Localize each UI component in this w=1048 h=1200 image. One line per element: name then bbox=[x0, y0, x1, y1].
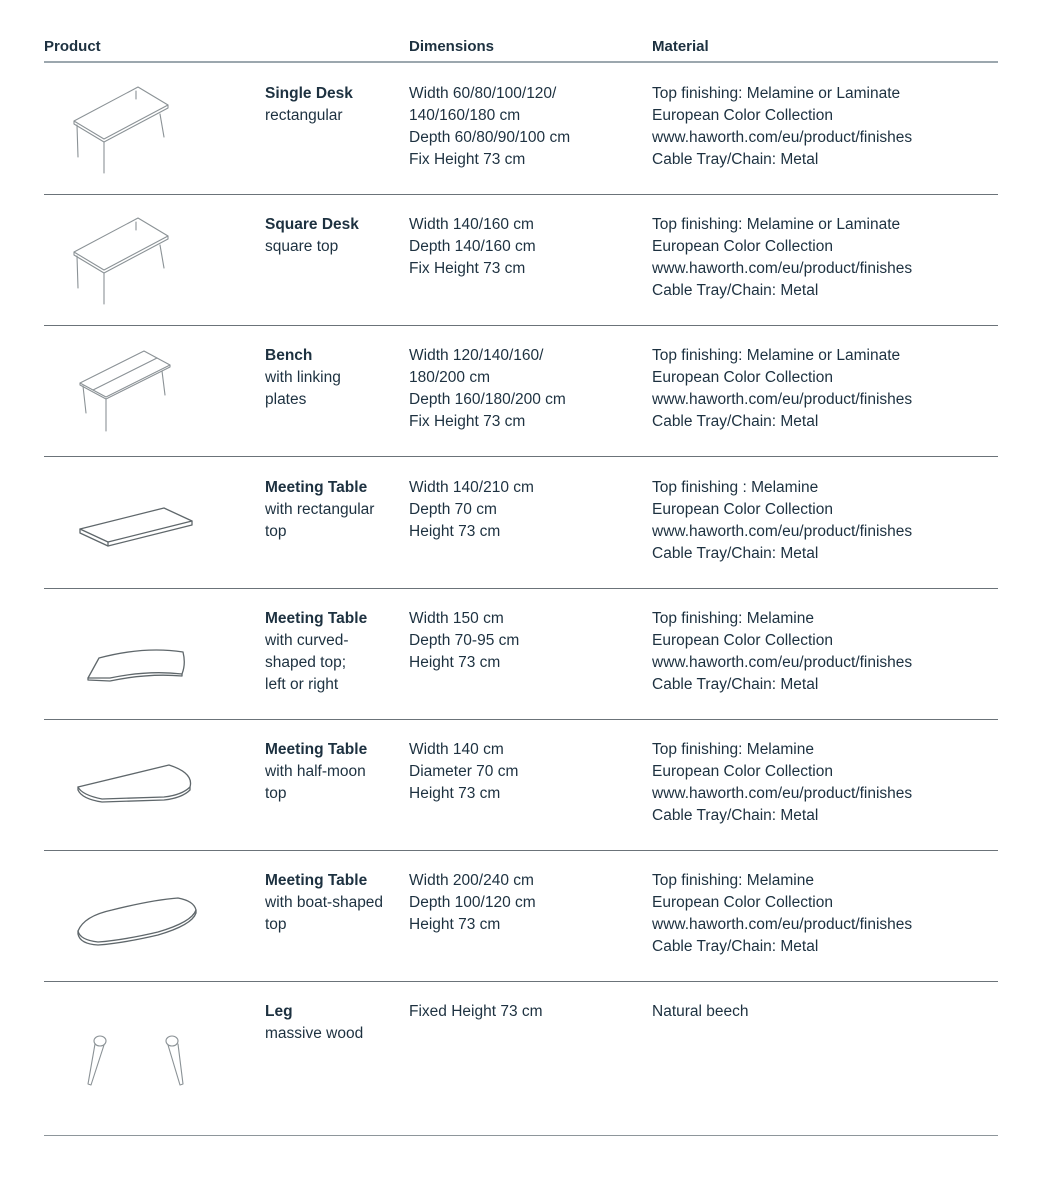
table-row bbox=[44, 850, 998, 982]
product-name: Square Desk bbox=[265, 216, 359, 233]
product-description: massive wood bbox=[265, 1025, 364, 1042]
dimensions-cell: Width 150 cm Depth 70-95 cm Height 73 cm bbox=[409, 610, 520, 671]
table-row bbox=[44, 981, 998, 1136]
product-description: with boat-shaped top bbox=[265, 894, 384, 933]
table-row bbox=[44, 325, 998, 457]
header-material: Material bbox=[652, 38, 709, 55]
material-cell: Top finishing: Melamine European Color Collection www.haworth.com/eu/product/finishes Cable Tray/Chain: Metal bbox=[652, 610, 913, 693]
material-cell: Top finishing: Melamine European Color Collection www.haworth.com/eu/product/finishes Cable Tray/Chain: Metal bbox=[652, 741, 913, 824]
product-description: with half-moon top bbox=[265, 763, 366, 802]
product-description: square top bbox=[265, 238, 339, 255]
bench-icon bbox=[64, 339, 204, 439]
product-name: Meeting Table bbox=[265, 741, 368, 758]
dimensions-cell: Width 60/80/100/120/ 140/160/180 cm Depth 60/80/90/100 cm Fix Height 73 cm bbox=[409, 85, 571, 168]
single-desk-icon bbox=[64, 77, 204, 177]
product-name: Bench bbox=[265, 347, 313, 364]
material-cell: Natural beech bbox=[652, 1003, 749, 1020]
table-row bbox=[44, 719, 998, 851]
square-desk-icon bbox=[64, 208, 204, 308]
header-product: Product bbox=[44, 38, 101, 55]
material-cell: Top finishing: Melamine or Laminate European Color Collection www.haworth.com/eu/product/finishes Cable Tray/Chain: Metal bbox=[652, 216, 913, 299]
table-header bbox=[0, 36, 1048, 56]
dimensions-cell: Width 200/240 cm Depth 100/120 cm Height 73 cm bbox=[409, 872, 536, 933]
product-name: Leg bbox=[265, 1003, 293, 1020]
product-description: with linking plates bbox=[265, 369, 341, 408]
dimensions-cell: Width 140/210 cm Depth 70 cm Height 73 cm bbox=[409, 479, 534, 540]
table-row bbox=[44, 457, 998, 589]
product-name: Meeting Table bbox=[265, 610, 368, 627]
material-cell: Top finishing: Melamine European Color Collection www.haworth.com/eu/product/finishes Cable Tray/Chain: Metal bbox=[652, 872, 913, 955]
wooden-leg-icon bbox=[64, 995, 204, 1095]
rectangular-top-icon bbox=[64, 471, 204, 571]
product-name: Meeting Table bbox=[265, 479, 368, 496]
product-name: Meeting Table bbox=[265, 872, 368, 889]
dimensions-cell: Fixed Height 73 cm bbox=[409, 1003, 543, 1020]
table-row bbox=[44, 194, 998, 326]
product-description: with rectangular top bbox=[265, 501, 375, 540]
product-description: with curved- shaped top; left or right bbox=[265, 632, 349, 693]
header-dimensions: Dimensions bbox=[409, 38, 495, 55]
material-cell: Top finishing: Melamine or Laminate European Color Collection www.haworth.com/eu/product/finishes Cable Tray/Chain: Metal bbox=[652, 347, 913, 430]
table-row bbox=[44, 63, 998, 195]
half-moon-top-icon bbox=[64, 733, 204, 833]
boat-shaped-top-icon bbox=[64, 864, 204, 964]
dimensions-cell: Width 140/160 cm Depth 140/160 cm Fix Height 73 cm bbox=[409, 216, 536, 277]
material-cell: Top finishing: Melamine or Laminate European Color Collection www.haworth.com/eu/product/finishes Cable Tray/Chain: Metal bbox=[652, 85, 913, 168]
dimensions-cell: Width 120/140/160/ 180/200 cm Depth 160/180/200 cm Fix Height 73 cm bbox=[409, 347, 566, 430]
curved-top-icon bbox=[64, 602, 204, 702]
table-row bbox=[44, 588, 998, 720]
product-description: rectangular bbox=[265, 107, 343, 124]
dimensions-cell: Width 140 cm Diameter 70 cm Height 73 cm bbox=[409, 741, 519, 802]
product-name: Single Desk bbox=[265, 85, 353, 102]
material-cell: Top finishing : Melamine European Color Collection www.haworth.com/eu/product/finishes Cable Tray/Chain: Metal bbox=[652, 479, 913, 562]
